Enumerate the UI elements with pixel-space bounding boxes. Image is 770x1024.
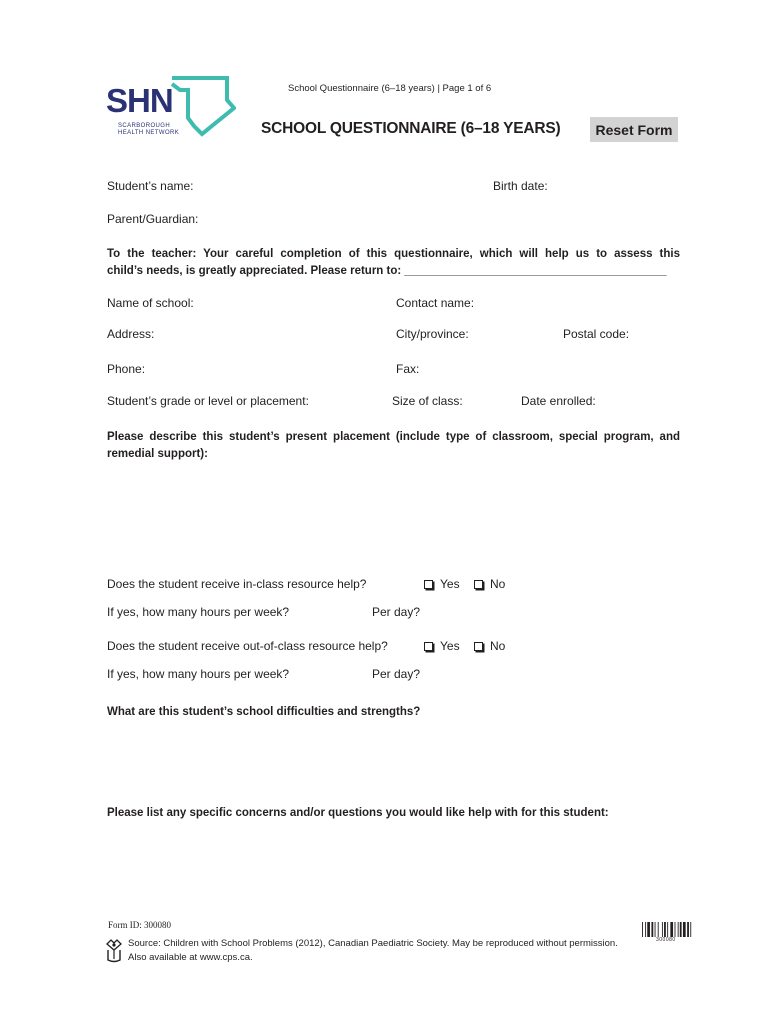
source-line1: Source: Children with School Problems (2012), Canadian Paediatric Society. May be reproduced without permission. — [128, 938, 618, 949]
in-class-resource-question: Does the student receive in-class resource help? — [107, 577, 367, 591]
address-label: Address: — [107, 327, 155, 341]
checkbox-icon[interactable] — [474, 580, 483, 589]
date-enrolled-label: Date enrolled: — [521, 394, 596, 408]
parent-guardian-label: Parent/Guardian: — [107, 212, 199, 226]
placement-question — [107, 429, 680, 463]
reset-form-button[interactable]: Reset Form — [590, 117, 678, 142]
postal-code-label: Postal code: — [563, 327, 630, 341]
out-class-resource-question: Does the student receive out-of-class resource help? — [107, 639, 388, 653]
barcode-number: 300080 — [656, 937, 676, 943]
logo-subtitle-line2: HEALTH NETWORK — [118, 130, 180, 136]
in-class-hours-week-label: If yes, how many hours per week? — [107, 605, 290, 619]
contact-name-label: Contact name: — [396, 296, 475, 310]
barcode-icon — [642, 922, 706, 937]
cps-logo-icon — [104, 937, 124, 963]
source-line2: Also available at www.cps.ca. — [128, 952, 253, 963]
in-class-no-option[interactable] — [474, 577, 505, 591]
fax-label: Fax: — [396, 362, 420, 376]
out-class-yes-option[interactable] — [424, 639, 460, 653]
page-header-line: School Questionnaire (6–18 years) | Page 1 of 6 — [288, 83, 492, 94]
birth-date-label: Birth date: — [493, 179, 548, 193]
teacher-instructions-line1: To the teacher: Your careful completion of this questionnaire, which will help us to assess this — [107, 248, 680, 260]
no-label: No — [490, 639, 506, 653]
phone-label: Phone: — [107, 362, 146, 376]
logo-letters: SHN — [106, 82, 173, 119]
grade-label: Student’s grade or level or placement: — [107, 394, 309, 408]
school-name-label: Name of school: — [107, 296, 194, 310]
out-class-hours-week-label: If yes, how many hours per week? — [107, 667, 290, 681]
checkbox-icon[interactable] — [474, 642, 483, 651]
placement-question-line1: Please describe this student’s present placement (include type of classroom, special program, and — [107, 431, 680, 443]
teacher-instructions-line2: child’s needs, is greatly appreciated. Please return to: _________________________________________ — [107, 265, 667, 277]
checkbox-icon[interactable] — [424, 580, 433, 589]
checkbox-icon[interactable] — [424, 642, 433, 651]
city-province-label: City/province: — [396, 327, 469, 341]
no-label: No — [490, 577, 506, 591]
page-title: SCHOOL QUESTIONNAIRE (6–18 YEARS) — [261, 120, 561, 137]
yes-label: Yes — [440, 639, 460, 653]
out-class-per-day-label: Per day? — [372, 667, 421, 681]
student-name-label: Student’s name: — [107, 179, 194, 193]
form-id: Form ID: 300080 — [108, 920, 171, 930]
class-size-label: Size of class: — [392, 394, 463, 408]
logo-subtitle-line1: SCARBOROUGH — [118, 123, 171, 129]
concerns-question: Please list any specific concerns and/or questions you would like help with for this student: — [107, 807, 609, 819]
shn-logo — [106, 76, 236, 138]
in-class-yes-option[interactable] — [424, 577, 460, 591]
yes-label: Yes — [440, 577, 460, 591]
teacher-instructions — [107, 246, 680, 280]
out-class-no-option[interactable] — [474, 639, 505, 653]
placement-question-line2: remedial support): — [107, 448, 208, 460]
difficulties-question: What are this student’s school difficulties and strengths? — [107, 706, 421, 718]
in-class-per-day-label: Per day? — [372, 605, 421, 619]
